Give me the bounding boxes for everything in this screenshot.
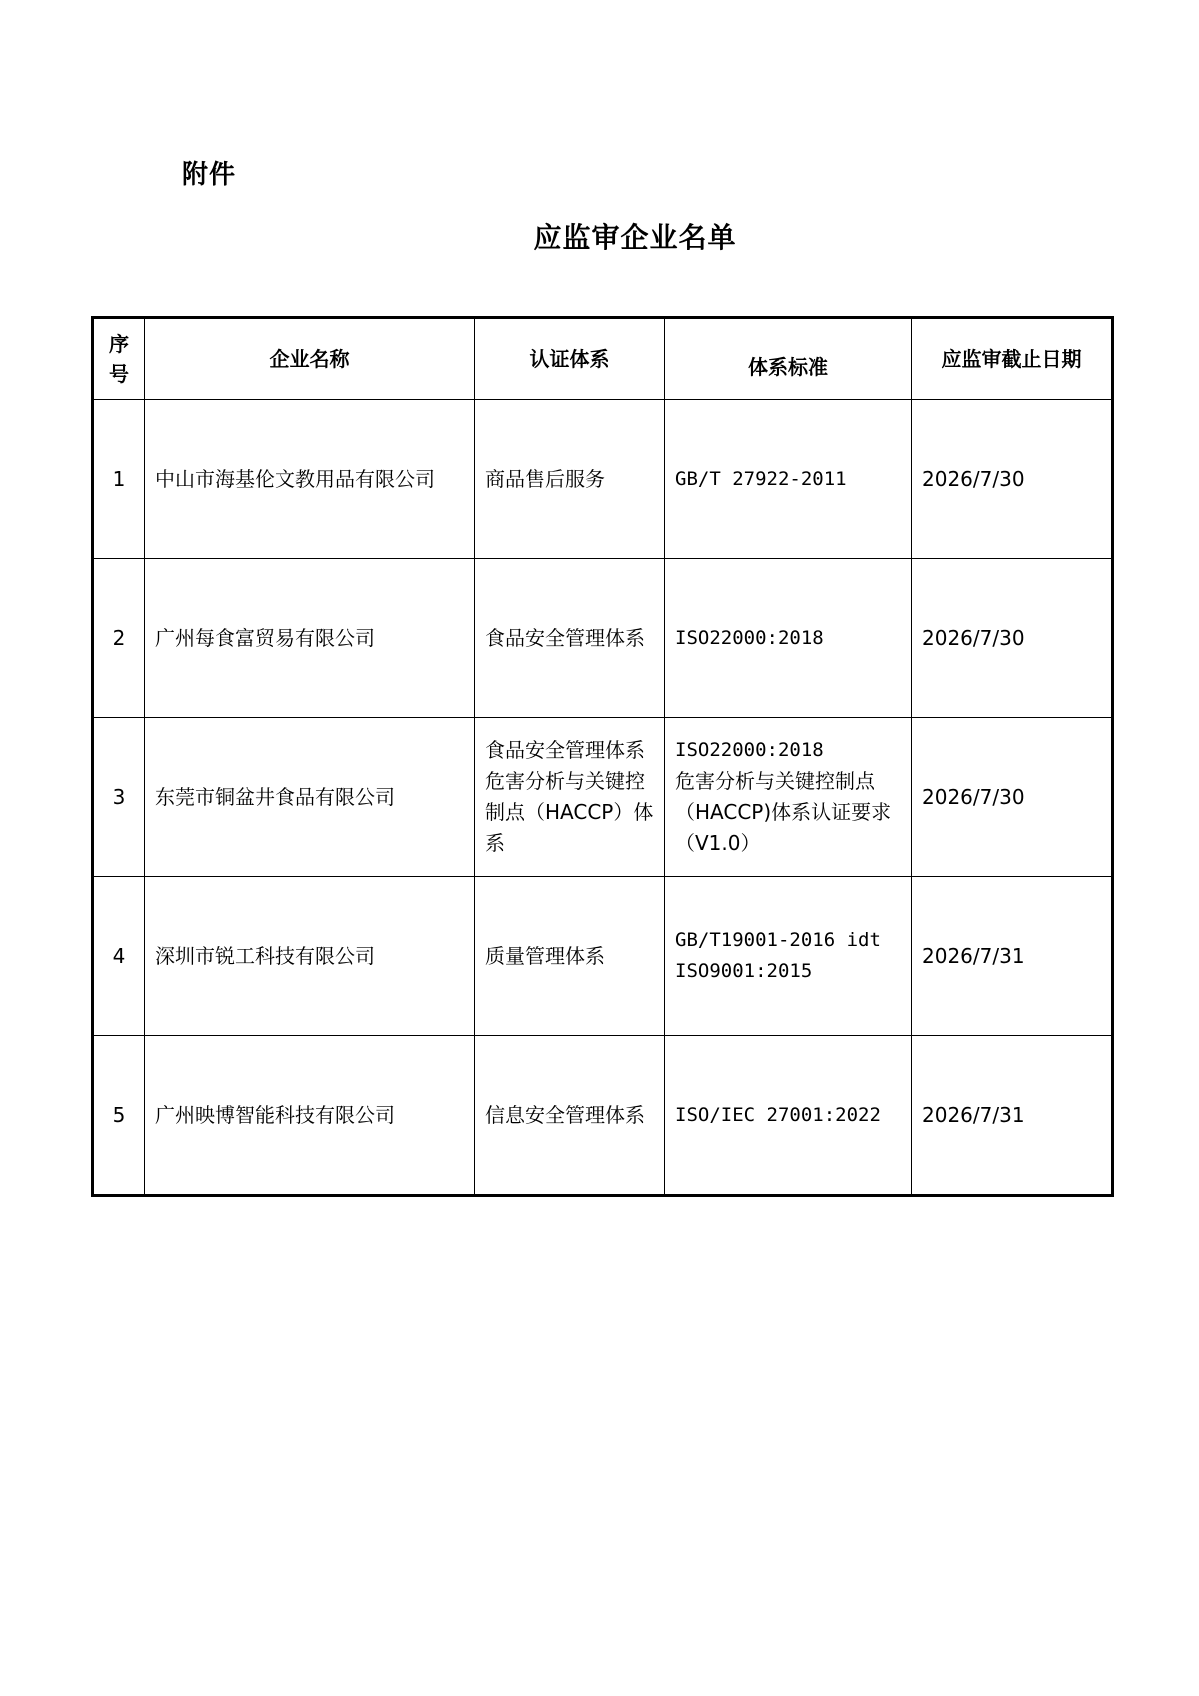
system-line: 质量管理体系 xyxy=(485,943,605,968)
cell-deadline: 2026/7/31 xyxy=(912,877,1113,1036)
header-deadline: 应监审截止日期 xyxy=(912,318,1113,400)
system-line: 食品安全管理体系 xyxy=(485,738,645,762)
cell-company: 东莞市铜盆井食品有限公司 xyxy=(145,718,475,877)
cell-standard xyxy=(665,400,912,559)
table-row xyxy=(93,559,1113,718)
page-title: 应监审企业名单 xyxy=(533,221,737,254)
cell-no: 1 xyxy=(93,400,145,559)
cell-deadline: 2026/7/30 xyxy=(912,559,1113,718)
table-header-row xyxy=(93,318,1113,400)
cell-no: 4 xyxy=(93,877,145,1036)
cell-system xyxy=(475,559,665,718)
standard-line: 危害分析与关键控制点（HACCP)体系认证要求（V1.0） xyxy=(675,769,892,855)
cell-deadline: 2026/7/30 xyxy=(912,400,1113,559)
header-system: 认证体系 xyxy=(475,318,665,400)
cell-no: 5 xyxy=(93,1036,145,1196)
system-line: 食品安全管理体系 xyxy=(485,625,645,650)
table-row xyxy=(93,1036,1113,1196)
table-row xyxy=(93,877,1113,1036)
company-table xyxy=(91,316,1114,1197)
cell-deadline: 2026/7/31 xyxy=(912,1036,1113,1196)
cell-company: 深圳市锐工科技有限公司 xyxy=(145,877,475,1036)
standard-line: ISO22000:2018 xyxy=(675,739,824,761)
system-line: 商品售后服务 xyxy=(485,466,605,491)
cell-no: 2 xyxy=(93,559,145,718)
standard-line: ISO9001:2015 xyxy=(675,960,813,982)
cell-system xyxy=(475,400,665,559)
table-row xyxy=(93,718,1113,877)
header-no: 序号 xyxy=(93,318,145,400)
cell-company: 广州每食富贸易有限公司 xyxy=(145,559,475,718)
cell-standard xyxy=(665,718,912,877)
cell-no: 3 xyxy=(93,718,145,877)
system-line: 信息安全管理体系 xyxy=(485,1102,645,1127)
cell-standard xyxy=(665,877,912,1036)
cell-deadline: 2026/7/30 xyxy=(912,718,1113,877)
cell-system xyxy=(475,1036,665,1196)
system-line: 危害分析与关键控制点（HACCP）体系 xyxy=(485,769,654,855)
standard-line: GB/T19001-2016 idt xyxy=(675,929,881,951)
attachment-label: 附件 xyxy=(182,160,237,190)
cell-company: 广州映博智能科技有限公司 xyxy=(145,1036,475,1196)
standard-line: GB/T 27922-2011 xyxy=(675,467,847,490)
header-company: 企业名称 xyxy=(145,318,475,400)
standard-line: ISO/IEC 27001:2022 xyxy=(675,1103,881,1126)
cell-company: 中山市海基伦文教用品有限公司 xyxy=(145,400,475,559)
cell-standard xyxy=(665,1036,912,1196)
cell-system xyxy=(475,877,665,1036)
header-standard: 体系标准 xyxy=(665,318,912,400)
standard-line: ISO22000:2018 xyxy=(675,626,824,649)
cell-standard xyxy=(665,559,912,718)
cell-system xyxy=(475,718,665,877)
table-row xyxy=(93,400,1113,559)
